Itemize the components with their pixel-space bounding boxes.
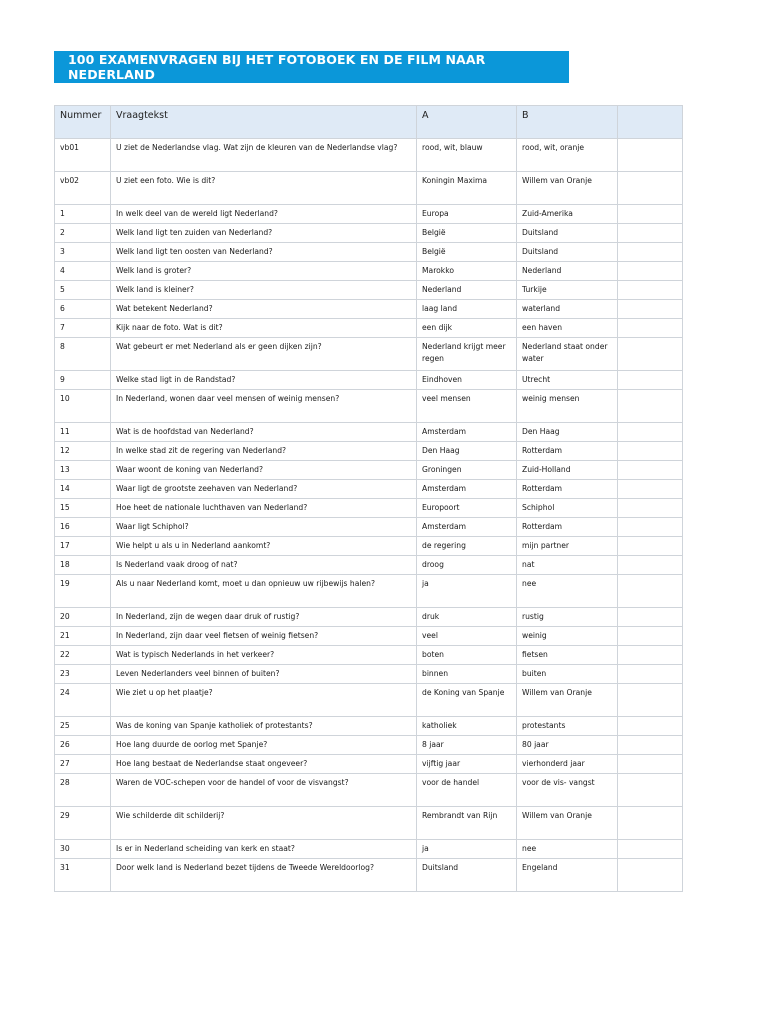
row-number: 29 xyxy=(55,807,111,840)
table-row xyxy=(55,537,683,556)
row-extra xyxy=(618,859,683,892)
row-answer-b: protestants xyxy=(517,717,618,736)
row-answer-b: Willem van Oranje xyxy=(517,172,618,205)
row-question: Welk land ligt ten zuiden van Nederland? xyxy=(111,224,417,243)
row-extra xyxy=(618,537,683,556)
table-row xyxy=(55,139,683,172)
row-answer-b: nee xyxy=(517,840,618,859)
table-row xyxy=(55,736,683,755)
row-answer-b: Rotterdam xyxy=(517,518,618,537)
row-answer-b: Willem van Oranje xyxy=(517,684,618,717)
table-row xyxy=(55,665,683,684)
row-answer-a: laag land xyxy=(417,300,517,319)
row-number: 3 xyxy=(55,243,111,262)
row-extra xyxy=(618,608,683,627)
row-answer-b: vierhonderd jaar xyxy=(517,755,618,774)
row-question: Wat gebeurt er met Nederland als er geen dijken zijn? xyxy=(111,338,417,371)
header-answer-a: A xyxy=(417,106,517,139)
row-answer-a: Marokko xyxy=(417,262,517,281)
table-row xyxy=(55,390,683,423)
row-answer-a: België xyxy=(417,224,517,243)
header-extra xyxy=(618,106,683,139)
row-extra xyxy=(618,371,683,390)
row-number: 16 xyxy=(55,518,111,537)
row-answer-b: 80 jaar xyxy=(517,736,618,755)
row-number: 17 xyxy=(55,537,111,556)
row-question: In Nederland, wonen daar veel mensen of weinig mensen? xyxy=(111,390,417,423)
table-row xyxy=(55,319,683,338)
row-answer-a: binnen xyxy=(417,665,517,684)
row-extra xyxy=(618,172,683,205)
table-row xyxy=(55,717,683,736)
row-number: 9 xyxy=(55,371,111,390)
row-answer-b: nee xyxy=(517,575,618,608)
row-extra xyxy=(618,224,683,243)
row-answer-a: Den Haag xyxy=(417,442,517,461)
table-row xyxy=(55,423,683,442)
row-question: Wie ziet u op het plaatje? xyxy=(111,684,417,717)
row-answer-a: droog xyxy=(417,556,517,575)
table-header-row xyxy=(55,106,683,139)
row-extra xyxy=(618,205,683,224)
table-row xyxy=(55,627,683,646)
row-answer-b: buiten xyxy=(517,665,618,684)
row-answer-a: de regering xyxy=(417,537,517,556)
table-row xyxy=(55,499,683,518)
row-answer-a: Rembrandt van Rijn xyxy=(417,807,517,840)
row-question: Leven Nederlanders veel binnen of buiten? xyxy=(111,665,417,684)
row-question: Als u naar Nederland komt, moet u dan opnieuw uw rijbewijs halen? xyxy=(111,575,417,608)
row-answer-a: druk xyxy=(417,608,517,627)
row-answer-a: voor de handel xyxy=(417,774,517,807)
row-number: 13 xyxy=(55,461,111,480)
row-extra xyxy=(618,139,683,172)
row-number: 23 xyxy=(55,665,111,684)
row-question: Welk land ligt ten oosten van Nederland? xyxy=(111,243,417,262)
row-answer-a: 8 jaar xyxy=(417,736,517,755)
table-row xyxy=(55,518,683,537)
row-extra xyxy=(618,442,683,461)
row-number: 12 xyxy=(55,442,111,461)
row-answer-b: Zuid-Amerika xyxy=(517,205,618,224)
row-number: vb01 xyxy=(55,139,111,172)
row-question: In welk deel van de wereld ligt Nederland? xyxy=(111,205,417,224)
row-answer-a: Koningin Maxima xyxy=(417,172,517,205)
row-answer-b: mijn partner xyxy=(517,537,618,556)
table-row xyxy=(55,859,683,892)
row-answer-b: weinig mensen xyxy=(517,390,618,423)
page-title: 100 EXAMENVRAGEN BIJ HET FOTOBOEK EN DE FILM NAAR NEDERLAND xyxy=(54,51,569,83)
table-row xyxy=(55,224,683,243)
row-number: 1 xyxy=(55,205,111,224)
table-row xyxy=(55,480,683,499)
row-answer-a: Amsterdam xyxy=(417,518,517,537)
row-answer-a: Nederland xyxy=(417,281,517,300)
row-answer-b: Den Haag xyxy=(517,423,618,442)
row-question: Hoe lang duurde de oorlog met Spanje? xyxy=(111,736,417,755)
table-row xyxy=(55,371,683,390)
table-row xyxy=(55,300,683,319)
row-answer-a: vijftig jaar xyxy=(417,755,517,774)
row-number: 2 xyxy=(55,224,111,243)
row-question: In Nederland, zijn de wegen daar druk of rustig? xyxy=(111,608,417,627)
table-row xyxy=(55,243,683,262)
table-row xyxy=(55,556,683,575)
row-answer-a: Europa xyxy=(417,205,517,224)
row-answer-b: fietsen xyxy=(517,646,618,665)
table-row xyxy=(55,755,683,774)
header-question: Vraagtekst xyxy=(111,106,417,139)
row-number: 30 xyxy=(55,840,111,859)
row-answer-b: rustig xyxy=(517,608,618,627)
table-row xyxy=(55,262,683,281)
row-question: U ziet een foto. Wie is dit? xyxy=(111,172,417,205)
row-extra xyxy=(618,480,683,499)
row-extra xyxy=(618,684,683,717)
table-row xyxy=(55,608,683,627)
table-row xyxy=(55,461,683,480)
row-extra xyxy=(618,461,683,480)
row-answer-b: nat xyxy=(517,556,618,575)
row-extra xyxy=(618,423,683,442)
row-question: Is Nederland vaak droog of nat? xyxy=(111,556,417,575)
row-extra xyxy=(618,556,683,575)
row-number: 6 xyxy=(55,300,111,319)
row-question: Wat is de hoofdstad van Nederland? xyxy=(111,423,417,442)
row-answer-a: Nederland krijgt meer regen xyxy=(417,338,517,371)
row-number: 21 xyxy=(55,627,111,646)
row-answer-a: Duitsland xyxy=(417,859,517,892)
row-number: 14 xyxy=(55,480,111,499)
row-number: 27 xyxy=(55,755,111,774)
row-answer-a: ja xyxy=(417,575,517,608)
row-extra xyxy=(618,575,683,608)
row-answer-a: boten xyxy=(417,646,517,665)
row-question: Waar woont de koning van Nederland? xyxy=(111,461,417,480)
row-number: 20 xyxy=(55,608,111,627)
row-answer-b: een haven xyxy=(517,319,618,338)
row-question: Wie schilderde dit schilderij? xyxy=(111,807,417,840)
table-row xyxy=(55,684,683,717)
table-row xyxy=(55,646,683,665)
row-extra xyxy=(618,338,683,371)
row-extra xyxy=(618,646,683,665)
row-answer-a: Amsterdam xyxy=(417,423,517,442)
row-answer-b: Duitsland xyxy=(517,224,618,243)
row-answer-a: katholiek xyxy=(417,717,517,736)
row-question: Door welk land is Nederland bezet tijdens de Tweede Wereldoorlog? xyxy=(111,859,417,892)
row-answer-b: voor de vis- vangst xyxy=(517,774,618,807)
row-number: 15 xyxy=(55,499,111,518)
table-row xyxy=(55,774,683,807)
row-extra xyxy=(618,774,683,807)
row-question: Hoe heet de nationale luchthaven van Nederland? xyxy=(111,499,417,518)
row-number: 25 xyxy=(55,717,111,736)
row-question: Waar ligt Schiphol? xyxy=(111,518,417,537)
table-row xyxy=(55,442,683,461)
row-answer-a: veel xyxy=(417,627,517,646)
row-extra xyxy=(618,390,683,423)
row-answer-a: een dijk xyxy=(417,319,517,338)
row-number: 10 xyxy=(55,390,111,423)
row-answer-b: Willem van Oranje xyxy=(517,807,618,840)
row-number: 18 xyxy=(55,556,111,575)
row-question: U ziet de Nederlandse vlag. Wat zijn de kleuren van de Nederlandse vlag? xyxy=(111,139,417,172)
row-number: 22 xyxy=(55,646,111,665)
row-extra xyxy=(618,736,683,755)
header-answer-b: B xyxy=(517,106,618,139)
row-extra xyxy=(618,262,683,281)
row-extra xyxy=(618,807,683,840)
row-number: 26 xyxy=(55,736,111,755)
row-extra xyxy=(618,755,683,774)
row-question: Kijk naar de foto. Wat is dit? xyxy=(111,319,417,338)
row-question: Welk land is groter? xyxy=(111,262,417,281)
row-answer-a: veel mensen xyxy=(417,390,517,423)
row-question: Wat is typisch Nederlands in het verkeer? xyxy=(111,646,417,665)
row-answer-b: waterland xyxy=(517,300,618,319)
row-number: vb02 xyxy=(55,172,111,205)
row-answer-b: Zuid-Holland xyxy=(517,461,618,480)
row-number: 5 xyxy=(55,281,111,300)
row-extra xyxy=(618,300,683,319)
row-answer-b: Rotterdam xyxy=(517,480,618,499)
row-answer-a: rood, wit, blauw xyxy=(417,139,517,172)
table-row xyxy=(55,807,683,840)
questions-table xyxy=(54,105,683,892)
row-answer-b: rood, wit, oranje xyxy=(517,139,618,172)
row-question: Welke stad ligt in de Randstad? xyxy=(111,371,417,390)
table-row xyxy=(55,172,683,205)
table-row xyxy=(55,281,683,300)
row-number: 7 xyxy=(55,319,111,338)
row-answer-b: Engeland xyxy=(517,859,618,892)
row-number: 4 xyxy=(55,262,111,281)
row-answer-a: de Koning van Spanje xyxy=(417,684,517,717)
row-answer-a: Eindhoven xyxy=(417,371,517,390)
table-row xyxy=(55,338,683,371)
table-row xyxy=(55,575,683,608)
row-question: In Nederland, zijn daar veel fietsen of weinig fietsen? xyxy=(111,627,417,646)
row-answer-b: Duitsland xyxy=(517,243,618,262)
row-extra xyxy=(618,627,683,646)
row-extra xyxy=(618,840,683,859)
row-question: Waren de VOC-schepen voor de handel of voor de visvangst? xyxy=(111,774,417,807)
row-answer-b: Schiphol xyxy=(517,499,618,518)
row-answer-a: Groningen xyxy=(417,461,517,480)
row-number: 28 xyxy=(55,774,111,807)
table-row xyxy=(55,840,683,859)
row-answer-b: Utrecht xyxy=(517,371,618,390)
row-answer-a: Europoort xyxy=(417,499,517,518)
row-question: Hoe lang bestaat de Nederlandse staat ongeveer? xyxy=(111,755,417,774)
row-answer-b: Turkije xyxy=(517,281,618,300)
row-extra xyxy=(618,243,683,262)
row-answer-a: België xyxy=(417,243,517,262)
row-number: 24 xyxy=(55,684,111,717)
row-answer-a: Amsterdam xyxy=(417,480,517,499)
row-number: 11 xyxy=(55,423,111,442)
row-extra xyxy=(618,518,683,537)
row-answer-b: weinig xyxy=(517,627,618,646)
row-question: Wat betekent Nederland? xyxy=(111,300,417,319)
row-number: 19 xyxy=(55,575,111,608)
row-answer-b: Nederland staat onder water xyxy=(517,338,618,371)
row-extra xyxy=(618,665,683,684)
row-number: 8 xyxy=(55,338,111,371)
row-extra xyxy=(618,717,683,736)
row-answer-b: Rotterdam xyxy=(517,442,618,461)
row-answer-b: Nederland xyxy=(517,262,618,281)
row-question: Welk land is kleiner? xyxy=(111,281,417,300)
row-extra xyxy=(618,319,683,338)
row-number: 31 xyxy=(55,859,111,892)
row-question: Wie helpt u als u in Nederland aankomt? xyxy=(111,537,417,556)
row-question: In welke stad zit de regering van Nederland? xyxy=(111,442,417,461)
row-extra xyxy=(618,281,683,300)
row-answer-a: ja xyxy=(417,840,517,859)
row-extra xyxy=(618,499,683,518)
row-question: Was de koning van Spanje katholiek of protestants? xyxy=(111,717,417,736)
row-question: Is er in Nederland scheiding van kerk en staat? xyxy=(111,840,417,859)
header-number: Nummer xyxy=(55,106,111,139)
row-question: Waar ligt de grootste zeehaven van Nederland? xyxy=(111,480,417,499)
table-row xyxy=(55,205,683,224)
